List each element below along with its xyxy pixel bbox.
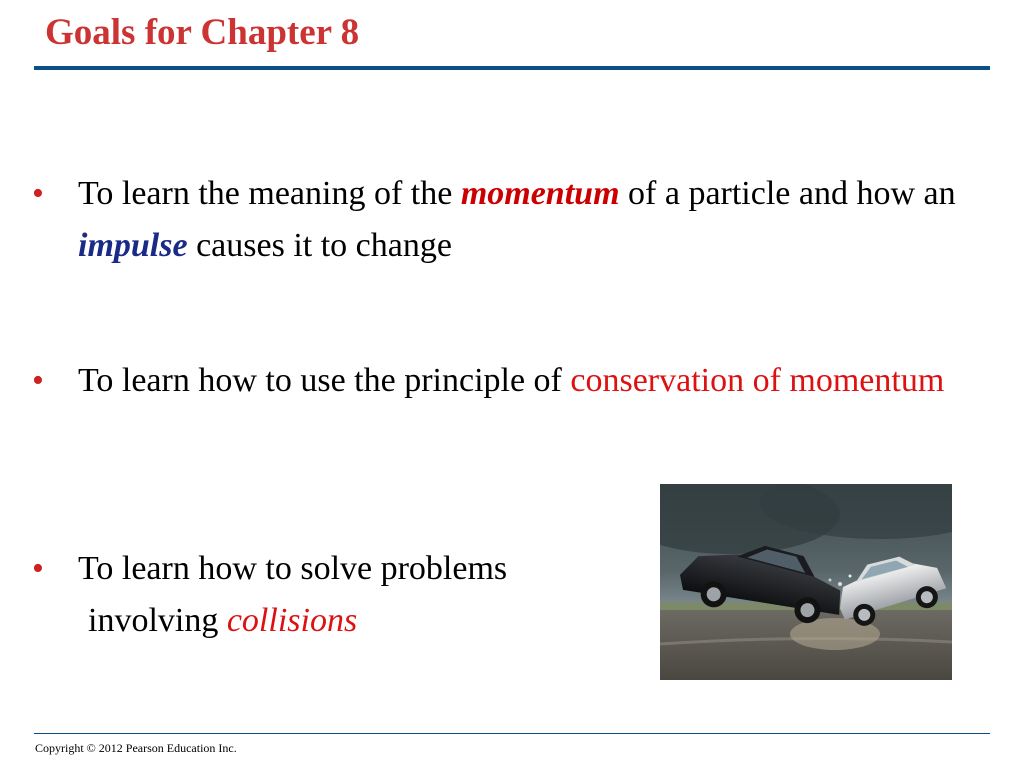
emphasis-conservation-of-momentum: conservation of momentum	[570, 362, 945, 399]
bullet-item-conservation	[32, 355, 992, 465]
bullet-text	[78, 168, 993, 272]
bullet-item-collisions	[32, 543, 652, 653]
bullet-text-part: of a particle and how an	[619, 175, 956, 212]
bullet-text-part: To learn the meaning of the	[78, 175, 461, 212]
bullet-text-part: involving	[88, 602, 227, 639]
bullet-item-momentum	[32, 168, 992, 278]
bullet-text	[78, 543, 658, 647]
bullet-marker: •	[32, 175, 44, 212]
footer-divider	[34, 733, 990, 734]
copyright-notice: Copyright © 2012 Pearson Education Inc.	[35, 741, 237, 755]
bullet-text-part: causes it to change	[187, 227, 452, 264]
bullet-text-part: To learn how to use the principle of	[78, 362, 571, 399]
title-divider	[34, 66, 990, 70]
slide-title: Goals for Chapter 8	[45, 12, 360, 53]
car-collision-photo	[660, 484, 952, 680]
emphasis-impulse: impulse	[78, 227, 188, 264]
bullet-marker: •	[32, 362, 44, 399]
bullet-marker: •	[32, 550, 44, 587]
bullet-text-part: To learn how to solve problems	[78, 550, 508, 587]
emphasis-collisions: collisions	[226, 602, 358, 639]
emphasis-momentum: momentum	[460, 175, 620, 212]
bullet-text	[78, 355, 993, 407]
